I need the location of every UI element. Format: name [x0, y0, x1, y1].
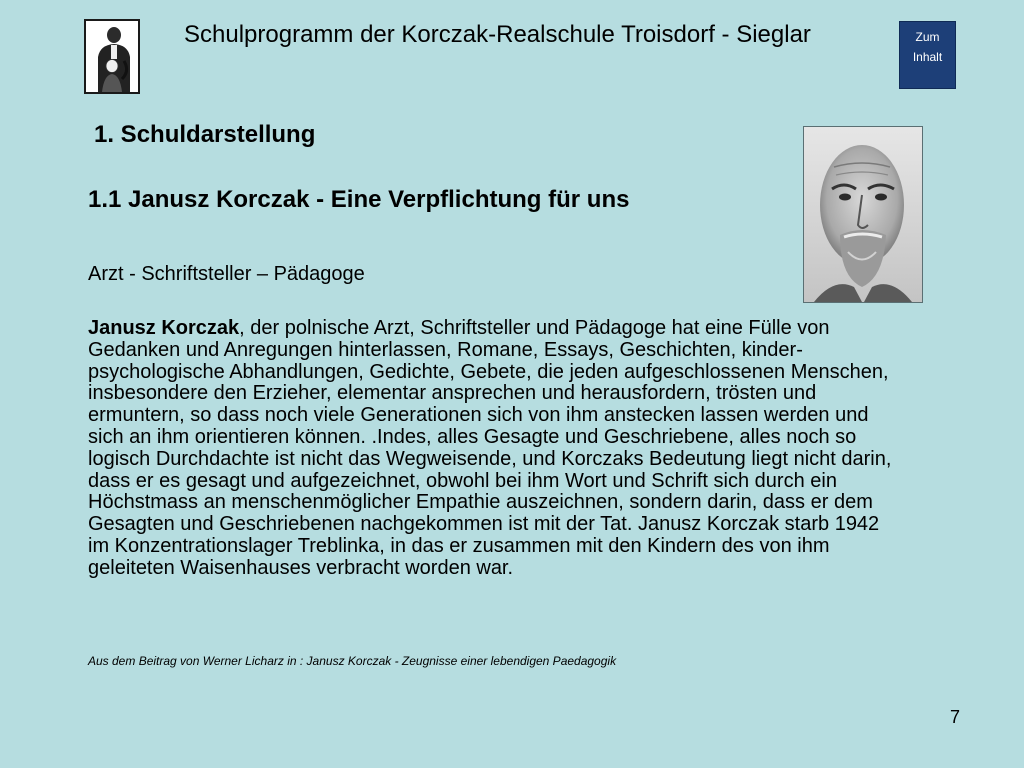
janusz-korczak-portrait-icon [804, 127, 922, 302]
roles-line: Arzt - Schriftsteller – Pädagoge [88, 263, 365, 285]
school-logo [84, 19, 140, 94]
section-subheading: 1.1 Janusz Korczak - Eine Verpflichtung für uns [88, 186, 630, 213]
section-heading: 1. Schuldarstellung [94, 121, 316, 148]
korczak-with-child-logo-icon [86, 21, 138, 92]
zum-inhalt-button[interactable] [899, 21, 956, 89]
page-header-title: Schulprogramm der Korczak-Realschule Troisdorf - Sieglar [184, 21, 811, 48]
nav-button-label-line1: Zum [915, 30, 940, 44]
body-paragraph [88, 318, 898, 580]
nav-button-label-line2: Inhalt [912, 50, 943, 64]
korczak-portrait [803, 126, 923, 303]
page-number: 7 [950, 707, 961, 727]
body-text: , der polnische Arzt, Schriftsteller und Pädagoge hat eine Fülle von Gedanken und Anregungen hinterlassen, Romane, Essays, Geschichten, kinder-psychologische Abhandlungen, Gedichte, Gebete, die jeden aufgeschlossenen Menschen, insbesondere den Erzieher, elementar ansprechen und herausfordern, trösten und ermuntern, so dass noch viele Generationen sich von ihm anstecken lassen werden und sich an ihm orientieren können. .Indes, alles Gesagte und Geschriebene, alles noch so logisch Durchdachte ist nicht das Wegweisende, und Korczaks Bedeutung liegt nicht darin, dass er es gesagt und aufgezeichnet, obwohl bei ihm Wort und Schrift sich durch ein Höchstmass an menschenmöglicher Empathie auszeichnen, sondern darin, dass er dem Gesagten und Geschriebenen nachgekommen ist mit der Tat. Janusz Korczak starb 1942 im Konzentrationslager Treblinka, in das er zusammen mit den Kindern des von ihm geleiteten Waisenhauses verbracht worden war. [88, 317, 892, 579]
body-name: Janusz Korczak [88, 317, 240, 339]
citation: Aus dem Beitrag von Werner Licharz in : Janusz Korczak - Zeugnisse einer lebendigen Paedagogik [88, 654, 617, 668]
